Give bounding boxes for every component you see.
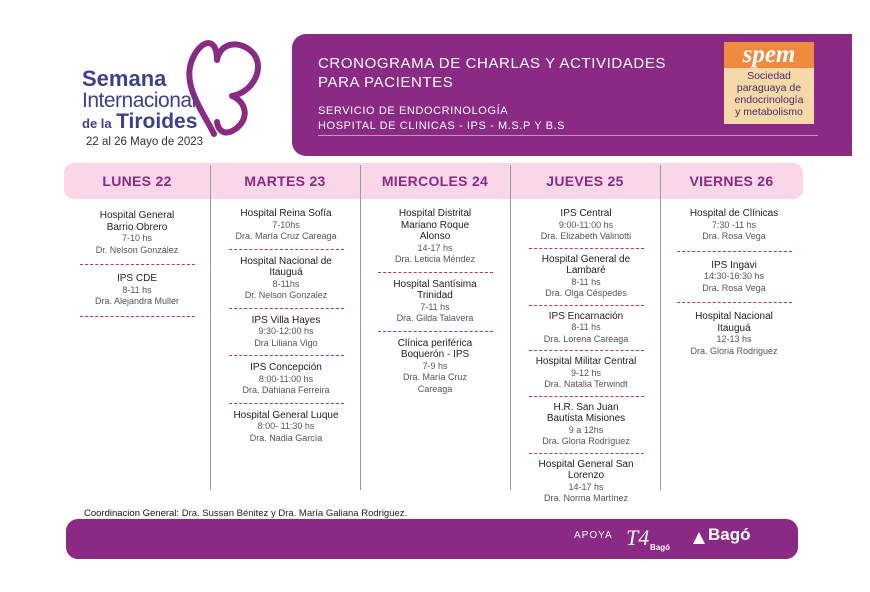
entry-doctor: Dra. Olga Céspedes [545,288,627,298]
column-divider [360,165,361,490]
schedule-entry [518,208,654,243]
day-column-monday [72,210,202,325]
entry-place: IPS Concepción [250,362,322,373]
logo-line-1: Semana [82,66,167,91]
entry-place: Hospital Reina Sofía [240,208,332,219]
entry-doctor: Dra. Lorena Careaga [543,333,629,344]
entry-time: 7-11 hs [420,301,450,312]
schedule-entry [72,273,202,308]
day-header-tuesday: MARTES 23 [244,173,326,189]
entry-time: 14-17 hs [417,242,453,253]
entry-place: Clínica periférica Boquerón - IPS [397,337,473,360]
entry-place: IPS Ingavi [711,259,757,271]
day-column-tuesday [216,208,356,444]
entry-time: 14-17 hs [568,481,604,492]
entry-doctor: Dra. Nadia García [249,432,323,443]
entry-time: 8-11 hs [571,322,601,332]
entry-divider [378,272,493,273]
t4-bago-logo [624,523,678,553]
entry-time: 14:30-16:30 hs [703,271,765,281]
schedule-entry [684,311,784,357]
entry-divider [677,302,792,303]
entry-place: Hospital General de Lambaré [541,253,631,276]
day-column-wednesday [370,208,500,395]
t4-brand: T4 [626,525,650,550]
entry-time: 8-11 hs [571,276,601,287]
entry-divider [80,264,195,265]
schedule-entry [385,338,485,396]
schedule-entry [216,362,356,397]
entry-time: 9:30-12:00 hs [258,326,314,336]
spem-brand: spem [724,42,814,68]
event-dates: 22 al 26 Mayo de 2023 [86,136,204,148]
day-header-monday: LUNES 22 [102,173,172,189]
entry-divider [229,403,344,404]
bago-brand: Bagó [708,525,751,544]
entry-place: Hospital Militar Central [535,356,637,367]
entry-doctor: Dra. Leticia Méndez [394,254,476,264]
entry-time: 12-13 hs [716,334,752,344]
schedule-title: CRONOGRAMA DE CHARLAS Y ACTIVIDADES PARA PACIENTES [318,55,667,91]
schedule-entry [536,459,636,505]
day-column-thursday [518,208,654,505]
entry-place: IPS Encarnación [548,310,624,322]
subtitle-line-1: SERVICIO DE ENDOCRINOLOGÍA [318,105,509,117]
entry-doctor: Dra. Gilda Talavera [396,313,474,323]
entry-doctor: Dra. María Cruz Careaga [235,231,337,241]
entry-place: Hospital Nacional Itauguá [695,311,773,334]
schedule-entry [216,410,356,445]
entry-place: IPS Central [560,208,612,219]
day-header-wednesday: MIERCOLES 24 [381,173,489,189]
logo-line-3-small: de la [82,116,112,131]
spem-line-4: y metabolismo [735,106,803,118]
sponsor-footer [66,519,798,559]
entry-place: IPS CDE [116,273,157,284]
logo-title [82,68,197,132]
column-divider [510,165,511,490]
entry-divider [529,248,644,249]
spem-line-1: Sociedad [747,70,791,82]
entry-time: 9:00-11:00 hs [558,219,614,230]
entry-time: 8:00-11:00 hs [258,373,314,384]
entry-time: 7-10hs [272,219,300,230]
entry-divider [378,331,493,332]
entry-place: Hospital General Barrio Obrero [99,210,175,233]
entry-place: Hospital General San Lorenzo [538,458,634,481]
spem-line-3: endocrinología [734,94,804,106]
entry-place: Hospital de Clínicas [689,208,779,219]
entry-doctor: Dra. Norma Martínez [543,493,629,503]
entry-divider [529,453,644,454]
logo-line-2: Internacional [82,89,196,112]
entry-divider [529,305,644,306]
entry-time: 8-11 hs [122,284,152,295]
entry-doctor: Dra. Dahiana Ferreira [242,385,330,395]
schedule-entry [668,260,800,295]
entry-time: 7:30 -11 hs [711,219,757,230]
subtitle-line-2: HOSPITAL DE CLINICAS - IPS - M.S.P Y B.S [318,120,566,132]
entry-doctor: Dr. Nelson Gonzalez [244,290,328,300]
entry-time: 9 a 12hs [568,424,604,435]
entry-doctor: Dra. Gloria Rodríguez [542,436,630,446]
entry-place: Hospital Nacional de Itauguá [240,255,332,278]
coordination-names: Dra. Sussan Bénitez y Dra. María Galiana Rodriguez. [181,508,408,519]
day-column-friday [668,208,800,357]
column-divider [660,165,661,490]
day-header-bar [64,163,803,199]
entry-divider [229,249,344,250]
entry-doctor: Dra. Natalia Terwindt [544,379,628,389]
support-label: APOYA [574,530,613,541]
entry-place: IPS Villa Hayes [251,314,321,326]
header-banner [292,34,852,156]
entry-time: 8-11hs [272,278,300,289]
entry-divider [677,251,792,252]
entry-doctor: Dra Liliana Vigo [254,337,318,348]
t4-sub: Bagó [650,543,670,552]
entry-divider [80,316,195,317]
logo-line-3 [82,111,197,132]
schedule-entry [216,315,356,350]
entry-place: Hospital General Luque [233,409,339,421]
entry-place: Hospital Santísima Trinidad [393,278,477,301]
entry-doctor: Dra. Rosa Vega [702,231,766,241]
coordination-credit [84,508,407,519]
entry-doctor: Dra. Rosa Vega [702,282,766,293]
logo-line-3-big: Tiroides [116,110,198,133]
entry-doctor: Dra. Elizabeth Valinotti [540,231,632,241]
schedule-entry [536,402,636,448]
coordination-label: Coordinacion General: [84,508,180,519]
banner-divider [318,135,818,136]
day-header-friday: VIERNES 26 [689,173,774,189]
entry-time: 8:00- 11:30 hs [257,421,315,431]
day-header-thursday: JUEVES 25 [546,173,624,189]
entry-doctor: Dra. Gloria Rodriguez [690,345,778,356]
schedule-entry [216,208,356,243]
spem-line-2: paraguaya de [736,82,802,94]
entry-divider [229,308,344,309]
entry-divider [529,350,644,351]
bago-triangle-icon [692,531,706,545]
entry-divider [229,355,344,356]
schedule-entry [236,256,336,302]
schedule-entry [385,208,485,266]
entry-doctor: Dra. María Cruz Careaga [402,372,467,394]
schedule-entry [518,311,654,346]
entry-time: 7-9 hs [422,360,448,371]
column-divider [210,165,211,490]
entry-time: 9-12 hs [570,367,602,378]
entry-doctor: Dra. Alejandra Muller [94,296,180,306]
event-logo [72,30,272,155]
entry-doctor: Dr. Nelson González [95,244,179,255]
schedule-subtitle [318,104,678,134]
spem-logo [724,42,814,124]
schedule-entry [668,208,800,243]
entry-place: H.R. San Juan Bautista Misiones [546,401,626,424]
schedule-entry [87,210,187,256]
entry-place: Hospital Distrital Mariano Roque Alonso [398,208,472,242]
spem-description [724,70,814,118]
entry-time: 7-10 hs [121,233,153,243]
schedule-entry [518,356,654,391]
schedule-entry [370,279,500,325]
schedule-entry [536,254,636,300]
entry-divider [529,396,644,397]
